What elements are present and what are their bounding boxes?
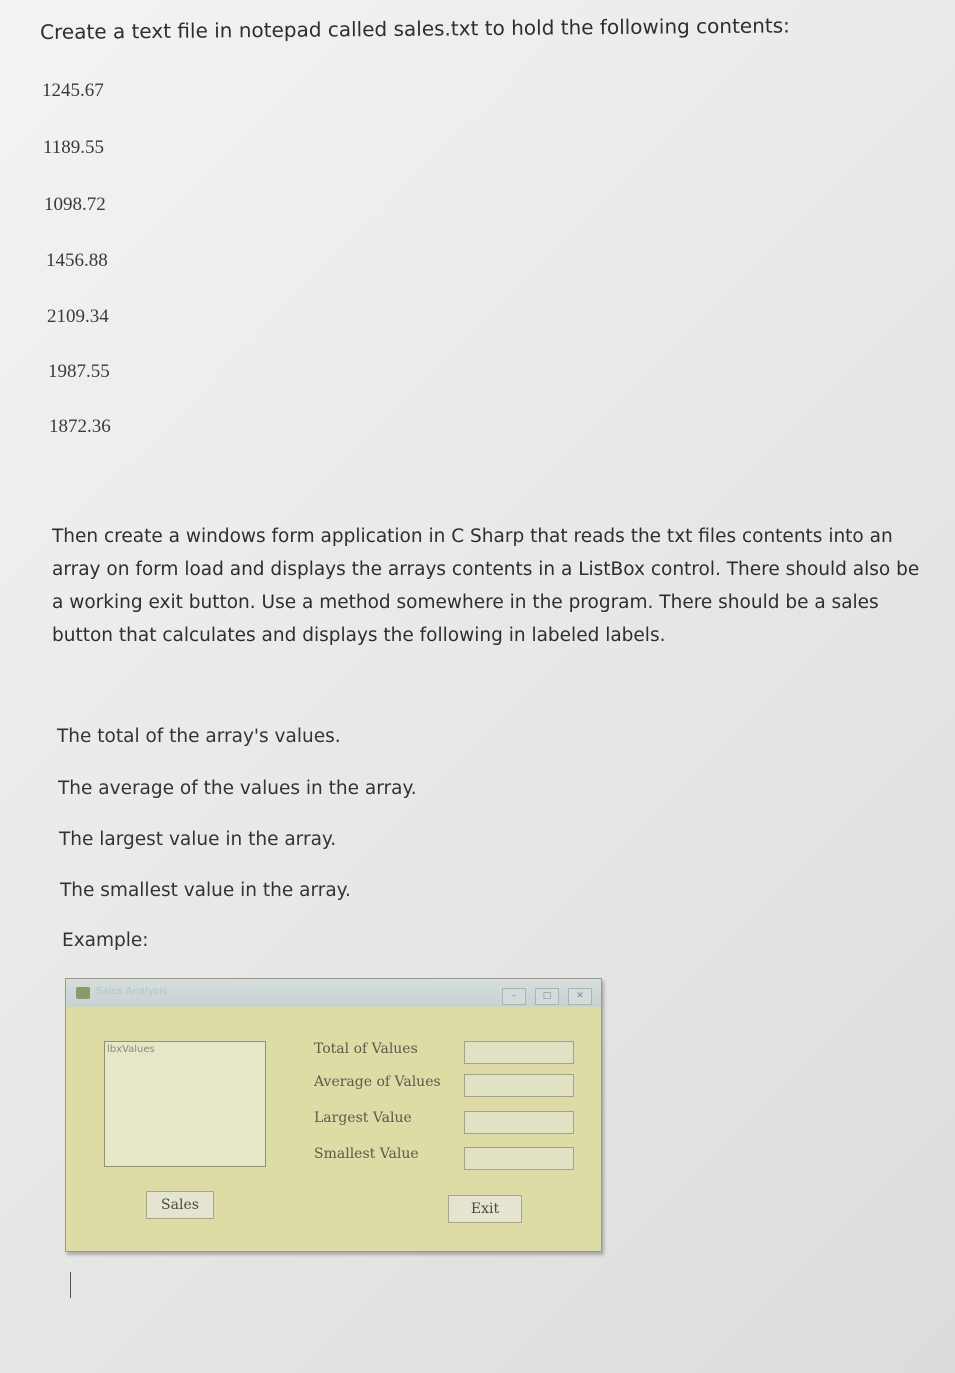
instructions-line: button that calculates and displays the following in labeled labels.	[52, 625, 666, 646]
sales-value: 1189.55	[43, 137, 105, 158]
text-caret	[70, 1272, 71, 1298]
average-label: Average of Values	[314, 1074, 441, 1090]
requirement-item: The smallest value in the array.	[60, 880, 351, 901]
sales-value: 1245.67	[42, 80, 104, 101]
values-listbox[interactable]	[104, 1041, 266, 1167]
requirement-item: The largest value in the array.	[59, 829, 337, 850]
minimize-button[interactable]: –	[502, 988, 526, 1005]
sales-value: 1987.55	[48, 361, 110, 382]
listbox-label: lbxValues	[107, 1044, 155, 1055]
instructions-line: a working exit button. Use a method somewhere in the program. There should be a sales	[52, 592, 879, 613]
instructions-line: array on form load and displays the arrays contents in a ListBox control. There should also be	[52, 559, 920, 580]
total-output	[464, 1041, 574, 1064]
requirement-item: The average of the values in the array.	[58, 778, 417, 799]
instructions-paragraph	[52, 520, 937, 652]
sales-value: 1872.36	[49, 416, 111, 437]
heading: Create a text file in notepad called sales.txt to hold the following contents:	[40, 13, 790, 44]
title-bar	[66, 979, 601, 1007]
largest-label: Largest Value	[314, 1110, 412, 1126]
sales-value: 1098.72	[44, 194, 106, 215]
sales-value: 2109.34	[47, 306, 109, 327]
largest-output	[464, 1111, 574, 1134]
instructions-line: Then create a windows form application in C Sharp that reads the txt files contents into an	[52, 526, 893, 547]
total-label: Total of Values	[314, 1041, 418, 1057]
sales-button[interactable]: Sales	[146, 1191, 214, 1219]
app-icon	[76, 987, 90, 999]
sales-value: 1456.88	[46, 250, 108, 271]
close-button[interactable]: ✕	[568, 988, 592, 1005]
window-title: Sales Analysis	[96, 986, 167, 997]
requirement-item: The total of the array's values.	[57, 726, 341, 747]
example-label: Example:	[62, 930, 149, 951]
smallest-label: Smallest Value	[314, 1146, 419, 1162]
smallest-output	[464, 1147, 574, 1170]
average-output	[464, 1074, 574, 1097]
maximize-button[interactable]: □	[535, 988, 559, 1005]
example-form-window	[65, 978, 602, 1252]
exit-button[interactable]: Exit	[448, 1195, 522, 1223]
